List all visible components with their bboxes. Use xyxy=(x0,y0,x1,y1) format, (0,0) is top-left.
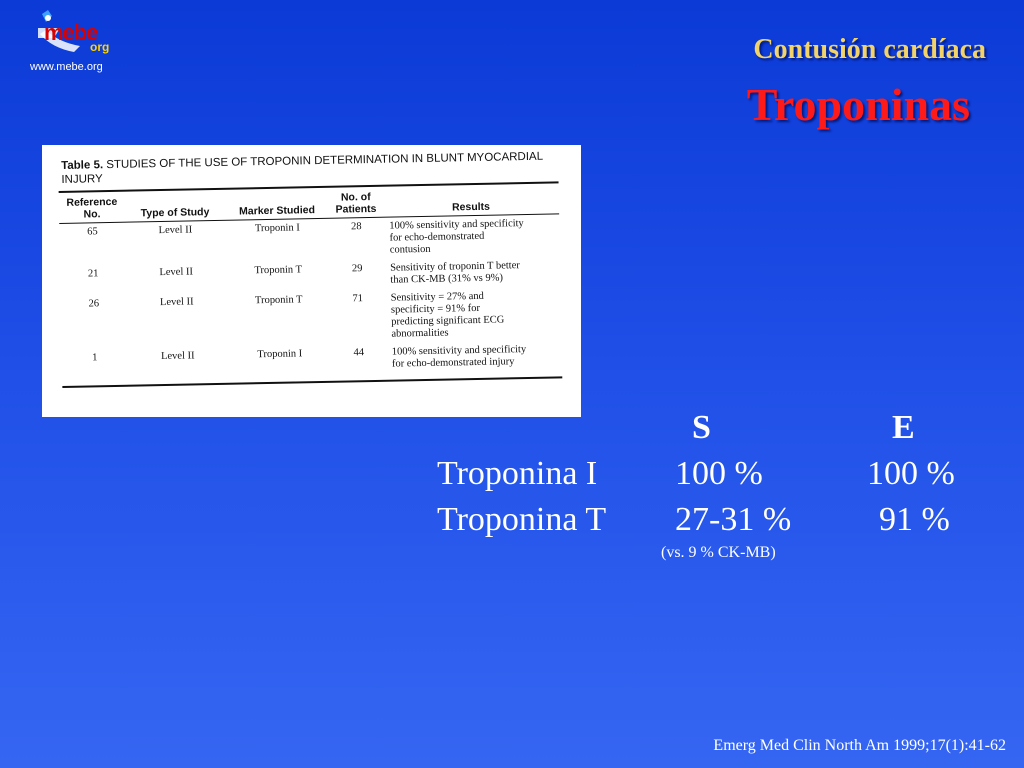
cell-results: 100% sensitivity and specificity for echo-demonstrated injury xyxy=(391,344,527,370)
header-reference: Reference No. xyxy=(66,195,118,221)
scanned-table-image xyxy=(42,145,581,417)
cell-reference: 21 xyxy=(87,268,99,280)
cell-marker: Troponin T xyxy=(254,294,303,307)
summary-header-sensitivity: S xyxy=(692,409,711,446)
cell-type: Level II xyxy=(159,266,194,279)
slide-title: Contusión cardíaca xyxy=(753,34,986,65)
cell-reference: 65 xyxy=(87,226,98,238)
logo-url: www.mebe.org xyxy=(30,61,103,73)
cell-results: Sensitivity = 27% and specificity = 91% for predicting significant ECG abnormalities xyxy=(390,290,505,340)
table-caption-text: STUDIES OF THE USE OF TROPONIN DETERMINATION IN BLUNT MYOCARDIAL INJURY xyxy=(61,150,543,186)
cell-results: Sensitivity of troponin T better than CK-MB (31% vs 9%) xyxy=(390,260,520,286)
summary-sensitivity: 100 % xyxy=(675,455,763,492)
cell-reference: 1 xyxy=(92,352,98,364)
logo-wordmark: mebe xyxy=(44,20,98,45)
cell-patients: 44 xyxy=(353,347,365,359)
cell-patients: 71 xyxy=(352,293,364,305)
cell-type: Level II xyxy=(160,350,195,363)
cell-results: 100% sensitivity and specificity for echo-demonstrated contusion xyxy=(389,218,524,256)
table-caption xyxy=(61,149,558,187)
summary-specificity: 100 % xyxy=(867,455,955,492)
summary-header-row xyxy=(437,405,997,451)
cell-type: Level II xyxy=(158,224,193,237)
cell-marker: Troponin T xyxy=(254,264,303,277)
cell-patients: 29 xyxy=(351,263,363,275)
cell-marker: Troponin I xyxy=(254,222,300,235)
ckmb-note: (vs. 9 % CK-MB) xyxy=(661,544,776,561)
cell-type: Level II xyxy=(159,296,194,309)
header-marker: Marker Studied xyxy=(238,204,316,218)
summary-specificity: 91 % xyxy=(879,501,950,538)
summary-row xyxy=(437,451,997,497)
summary-header-specificity: E xyxy=(892,409,915,446)
header-patients: No. of Patients xyxy=(335,191,377,216)
header-type: Type of Study xyxy=(140,206,210,220)
summary-marker: Troponina T xyxy=(437,501,607,538)
mebe-logo xyxy=(28,6,118,76)
summary-row xyxy=(437,497,997,543)
summary-marker: Troponina I xyxy=(437,455,598,492)
table-row xyxy=(61,286,562,350)
citation: Emerg Med Clin North Am 1999;17(1):41-62 xyxy=(713,737,1006,754)
cell-reference: 26 xyxy=(88,298,100,310)
cell-patients: 28 xyxy=(351,221,362,233)
scanned-table-content xyxy=(58,149,562,388)
logo-suffix: org xyxy=(90,40,110,54)
sensitivity-specificity-summary xyxy=(437,405,997,543)
cell-marker: Troponin I xyxy=(257,348,303,361)
header-results: Results xyxy=(451,200,491,214)
studies-table xyxy=(59,183,562,380)
slide-subtitle: Troponinas xyxy=(746,79,970,130)
table-caption-label: Table 5. xyxy=(61,159,104,172)
summary-sensitivity: 27-31 % xyxy=(675,501,792,538)
